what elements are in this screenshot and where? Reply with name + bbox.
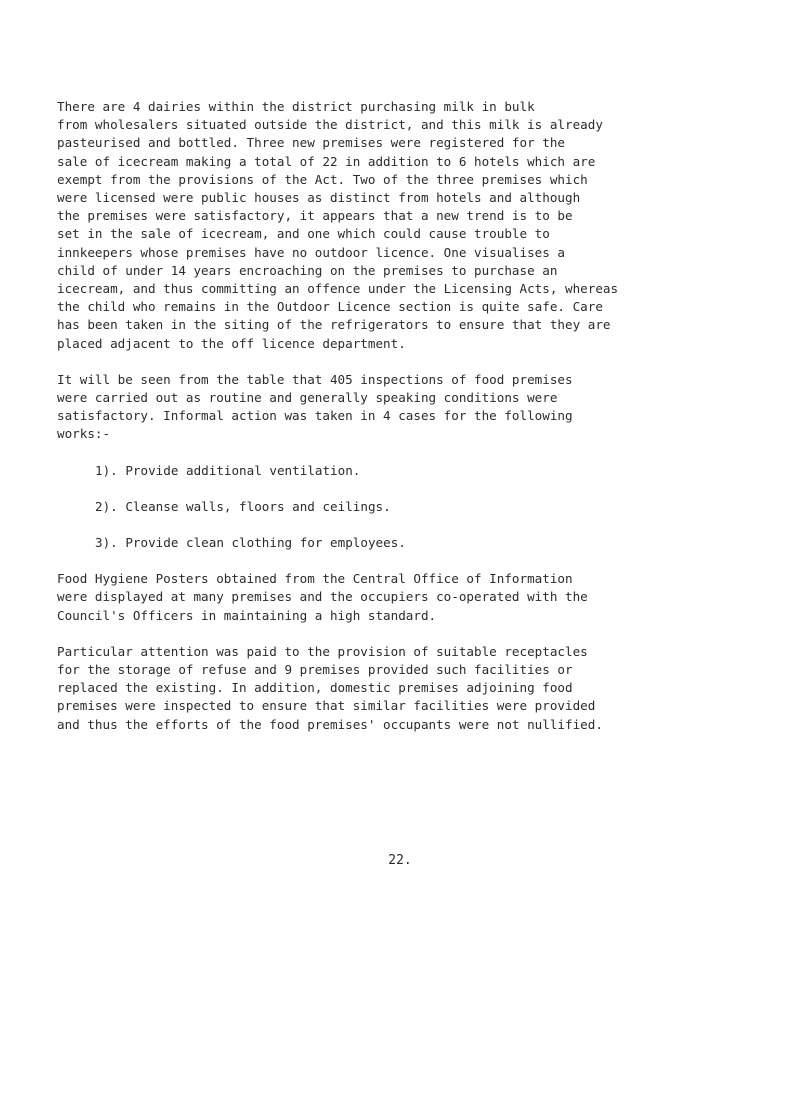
paragraph-hygiene-posters: Food Hygiene Posters obtained from the Central Office of Information were displayed at many premises and the occupiers co-operated with the Council's Officers in maintaining a high standard. (57, 571, 588, 623)
works-list-item: 1). Provide additional ventilation. (95, 462, 361, 478)
paragraph-refuse-receptacles: Particular attention was paid to the provision of suitable receptacles for the storage of refuse and 9 premises provided such facilities or replaced the existing. In addition, domestic premises adjoining food premises were inspected to ensure that similar facilities were provided and thus the efforts of the food premises' occupants were not nullified. (57, 643, 603, 732)
page-number: 22. (388, 853, 412, 868)
paragraph-inspections: It will be seen from the table that 405 inspections of food premises were carried out as routine and generally speaking conditions were satisfactory. Informal action was taken in 4 cases for the following works:- (57, 371, 573, 442)
works-list-item: 2). Cleanse walls, floors and ceilings. (95, 498, 391, 514)
works-list (57, 462, 757, 553)
document-body (57, 98, 757, 734)
paragraph-dairies-icecream: There are 4 dairies within the district purchasing milk in bulk from wholesalers situated outside the district, and this milk is already pasteurised and bottled. Three new premises were registered for the sale of icecream making a total of 22 in addition to 6 hotels which are exempt from the provisions of the Act. Two of the three premises which were licensed were public houses as distinct from hotels and although the premises were satisfactory, it appears that a new trend is to be set in the sale of icecream, and one which could cause trouble to innkeepers whose premises have no outdoor licence. One visualises a child of under 14 years encroaching on the premises to purchase an icecream, and thus committing an offence under the Licensing Acts, whereas the child who remains in the Outdoor Licence section is quite safe. Care has been taken in the siting of the refrigerators to ensure that they are placed adjacent to the off licence department. (57, 99, 619, 351)
works-list-item: 3). Provide clean clothing for employees. (95, 535, 406, 551)
